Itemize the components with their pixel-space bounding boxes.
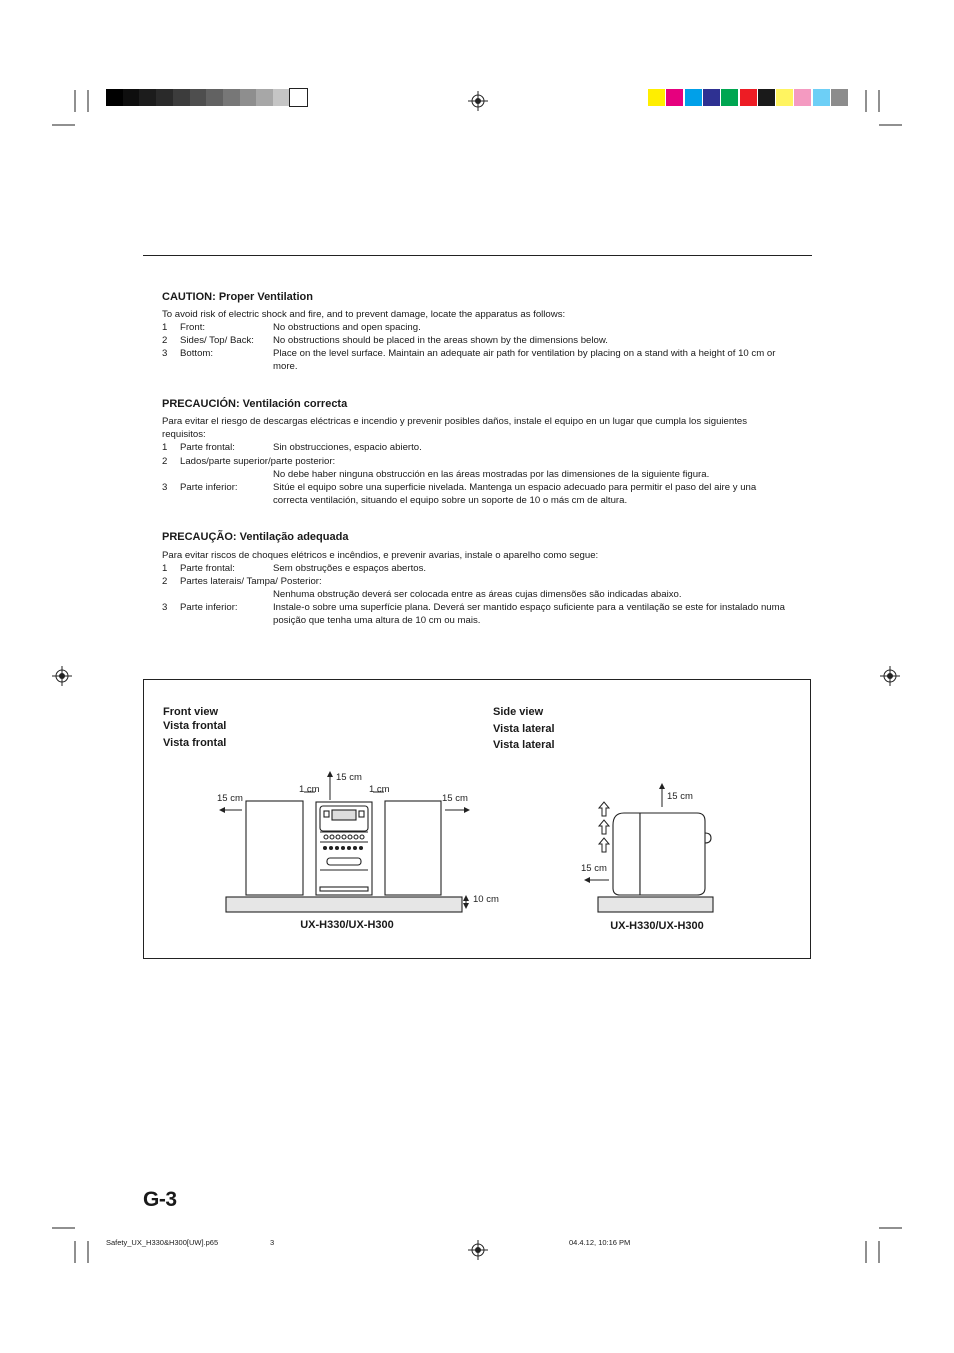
stand-base <box>598 897 713 912</box>
color-swatch <box>758 89 775 106</box>
color-swatch <box>813 89 830 106</box>
item-number: 2 <box>162 456 168 467</box>
item-text: No debe haber ninguna obstrucción en las áreas mostradas por las dimensiones de la siguiente figura. <box>273 469 710 480</box>
gray-swatch <box>240 89 257 106</box>
page-number: G-3 <box>143 1188 177 1211</box>
color-swatch <box>831 89 848 106</box>
main-unit <box>316 802 372 895</box>
color-swatch <box>703 89 720 106</box>
color-swatch <box>685 89 702 106</box>
unit-side-handle <box>705 833 711 843</box>
left-speaker <box>246 801 303 895</box>
gray-swatch <box>206 89 223 106</box>
item-label: Front: <box>180 322 206 333</box>
gray-swatch <box>139 89 156 106</box>
gray-swatch <box>223 89 240 106</box>
side-view-title-es: Vista lateral <box>493 723 555 735</box>
item-number: 1 <box>162 563 168 574</box>
front-left-clearance-label: 15 cm <box>217 793 243 804</box>
item-number: 1 <box>162 322 168 333</box>
item-number: 3 <box>162 602 168 613</box>
section-intro: To avoid risk of electric shock and fire, and to prevent damage, locate the apparatus as follows: <box>162 309 566 320</box>
front-gap-right-label: 1 cm <box>369 784 390 795</box>
item-label: Parte frontal: <box>180 442 235 453</box>
item-label: Partes laterais/ Tampa/ Posterior: <box>180 576 322 587</box>
unit-side-front <box>613 813 640 895</box>
diagram-drawing <box>144 680 810 958</box>
gray-swatch <box>290 89 307 106</box>
side-view-title-pt: Vista lateral <box>493 739 555 751</box>
color-swatch <box>648 89 665 106</box>
front-view-title-en: Front view <box>163 706 219 718</box>
color-swatch <box>666 89 683 106</box>
footer-filename: Safety_UX_H330&H300[UW].p65 <box>106 1238 219 1247</box>
item-text: No obstructions and open spacing. <box>273 322 421 333</box>
footer-timestamp: 04.4.12, 10:16 PM <box>569 1238 631 1247</box>
gray-swatch <box>190 89 207 106</box>
item-text: Sin obstrucciones, espacio abierto. <box>273 442 422 453</box>
registration-mark-icon <box>468 1240 488 1260</box>
item-text: Sitúe el equipo sobre una superficie nivelada. Mantenga un espacio adecuado para permitir el paso del aire y una correcta ventilación, situando el equipo sobre un soporte de 10 o más cm de altura. <box>273 482 757 506</box>
registration-mark-icon <box>468 91 488 111</box>
item-number: 3 <box>162 348 168 359</box>
side-view-drawing <box>598 813 713 912</box>
item-label: Lados/parte superior/parte posterior: <box>180 456 336 467</box>
front-view-title-es: Vista frontal <box>163 720 227 732</box>
side-back-clearance-label: 15 cm <box>581 863 607 874</box>
front-model-label: UX-H330/UX-H300 <box>300 919 394 931</box>
item-text: Place on the level surface. Maintain an adequate air path for ventilation by placing on a stand with a height of 10 cm or more. <box>273 348 776 372</box>
side-top-clearance-label: 15 cm <box>667 791 693 802</box>
item-number: 1 <box>162 442 168 453</box>
right-speaker <box>385 801 441 895</box>
item-text: Sem obstruções e espaços abertos. <box>273 563 427 574</box>
color-swatch <box>721 89 738 106</box>
color-swatch <box>776 89 793 106</box>
section-title: PRECAUCIÓN: Ventilación correcta <box>162 398 348 410</box>
gray-swatch <box>273 89 290 106</box>
color-swatch <box>740 89 757 106</box>
item-label: Parte inferior: <box>180 482 238 493</box>
item-label: Sides/ Top/ Back: <box>180 335 254 346</box>
front-gap-left-label: 1 cm <box>299 784 320 795</box>
item-number: 2 <box>162 576 168 587</box>
item-text: No obstructions should be placed in the areas shown by the dimensions below. <box>273 335 608 346</box>
header-rule <box>143 255 812 256</box>
footer-page: 3 <box>270 1238 275 1247</box>
registration-mark-icon <box>52 666 72 686</box>
gray-swatch <box>106 89 123 106</box>
airflow-arrow-icons <box>599 802 609 852</box>
gray-swatch <box>156 89 173 106</box>
ventilation-diagram <box>143 679 811 959</box>
item-number: 3 <box>162 482 168 493</box>
unit-side-body <box>640 813 705 895</box>
item-label: Parte inferior: <box>180 602 238 613</box>
item-text: Instale-o sobre uma superfície plana. Deverá ser mantido espaço suficiente para a ventilação se este for instalado numa posição que tenha uma altura de 10 cm ou mais. <box>273 602 785 626</box>
section-title: PRECAUÇÃO: Ventilação adequada <box>162 531 349 543</box>
front-top-clearance-label: 15 cm <box>336 772 362 783</box>
front-right-clearance-label: 15 cm <box>442 793 468 804</box>
gray-swatch <box>173 89 190 106</box>
registration-mark-icon <box>880 666 900 686</box>
gray-swatch <box>123 89 140 106</box>
side-view-title-en: Side view <box>493 706 544 718</box>
color-swatch <box>794 89 811 106</box>
stand-base <box>226 897 462 912</box>
front-view-drawing <box>226 801 462 912</box>
section-intro: Para evitar el riesgo de descargas eléctricas e incendio y prevenir posibles daños, instale el equipo en un lugar que cumpla los siguientes requisitos: <box>162 416 748 440</box>
item-text: Nenhuma obstrução deverá ser colocada entre as áreas cujas dimensões são indicadas abaixo. <box>273 589 682 600</box>
front-view-title-pt: Vista frontal <box>163 737 227 749</box>
section-title: CAUTION: Proper Ventilation <box>162 291 313 303</box>
side-model-label: UX-H330/UX-H300 <box>610 920 704 932</box>
item-label: Bottom: <box>180 348 214 359</box>
section-intro: Para evitar riscos de choques elétricos e incêndios, e prevenir avarias, instale o aparelho como segue: <box>162 550 599 561</box>
item-number: 2 <box>162 335 168 346</box>
item-label: Parte frontal: <box>180 563 235 574</box>
gray-swatch <box>256 89 273 106</box>
front-bottom-clearance-label: 10 cm <box>473 894 499 905</box>
